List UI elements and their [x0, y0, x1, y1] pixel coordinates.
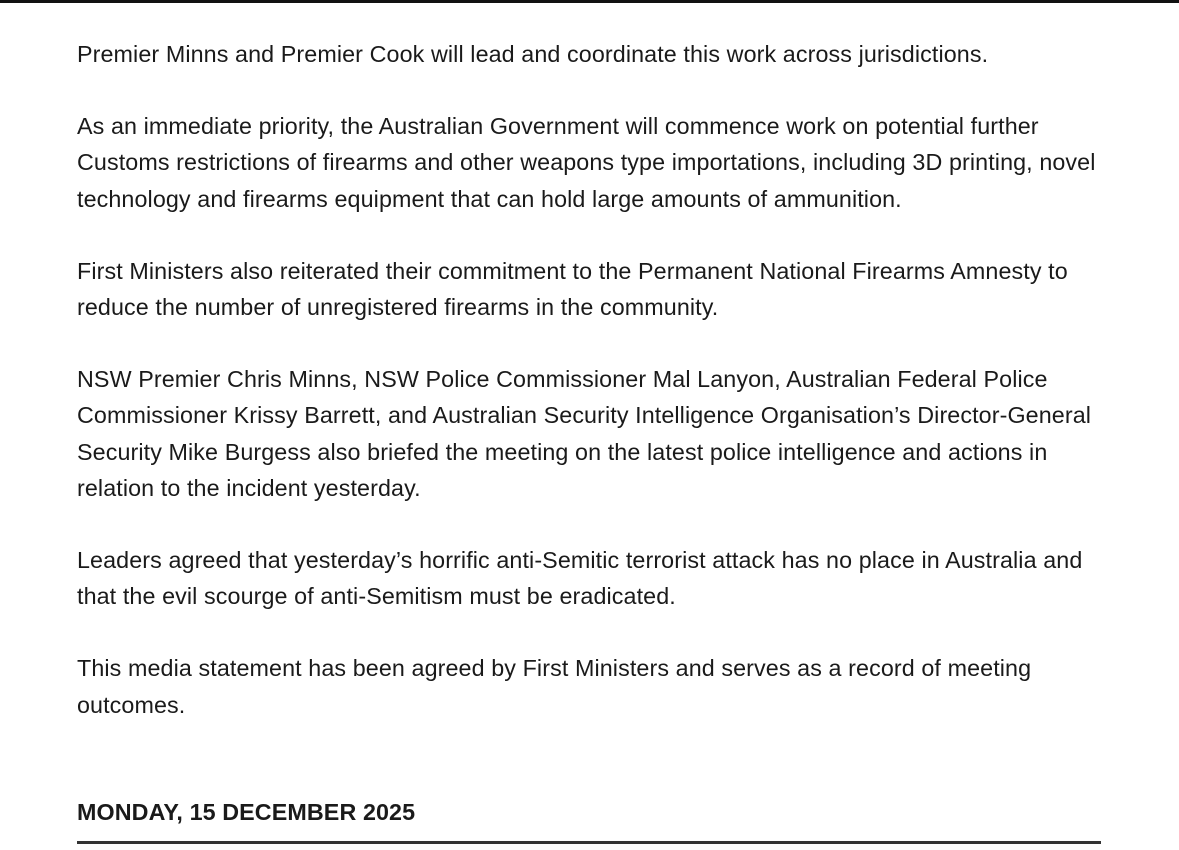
paragraph-briefing: NSW Premier Chris Minns, NSW Police Commissioner Mal Lanyon, Australian Federal Police Commissioner Krissy Barrett, and Australian Security Intelligence Organisation’s Director-General Security Mike Burgess also briefed the meeting on the latest police intelligence and actions in relation to the incident yesterday.: [77, 366, 1092, 501]
paragraph-firearms-amnesty: First Ministers also reiterated their commitment to the Permanent National Firearms Amnesty to reduce the number of unregistered firearms in the community.: [77, 257, 1068, 321]
top-divider: [0, 0, 1179, 3]
paragraph-leaders-agreed: Leaders agreed that yesterday’s horrific anti-Semitic terrorist attack has no place in Australia and that the evil scourge of anti-Semitism must be eradicated.: [77, 547, 1083, 610]
paragraph-record-of-outcomes: This media statement has been agreed by First Ministers and serves as a record of meeting outcomes.: [77, 655, 1032, 718]
statement-date: MONDAY, 15 DECEMBER 2025: [77, 799, 416, 825]
media-statement-body: [77, 36, 1107, 759]
paragraph-coordination: Premier Minns and Premier Cook will lead and coordinate this work across jurisdictions.: [77, 41, 989, 67]
paragraph-customs-restrictions: As an immediate priority, the Australian Government will commence work on potential further Customs restrictions of firearms and other weapons type importations, including 3D printing, novel technology and firearms equipment that can hold large amounts of ammunition.: [77, 113, 1096, 212]
bottom-divider: [77, 841, 1101, 844]
